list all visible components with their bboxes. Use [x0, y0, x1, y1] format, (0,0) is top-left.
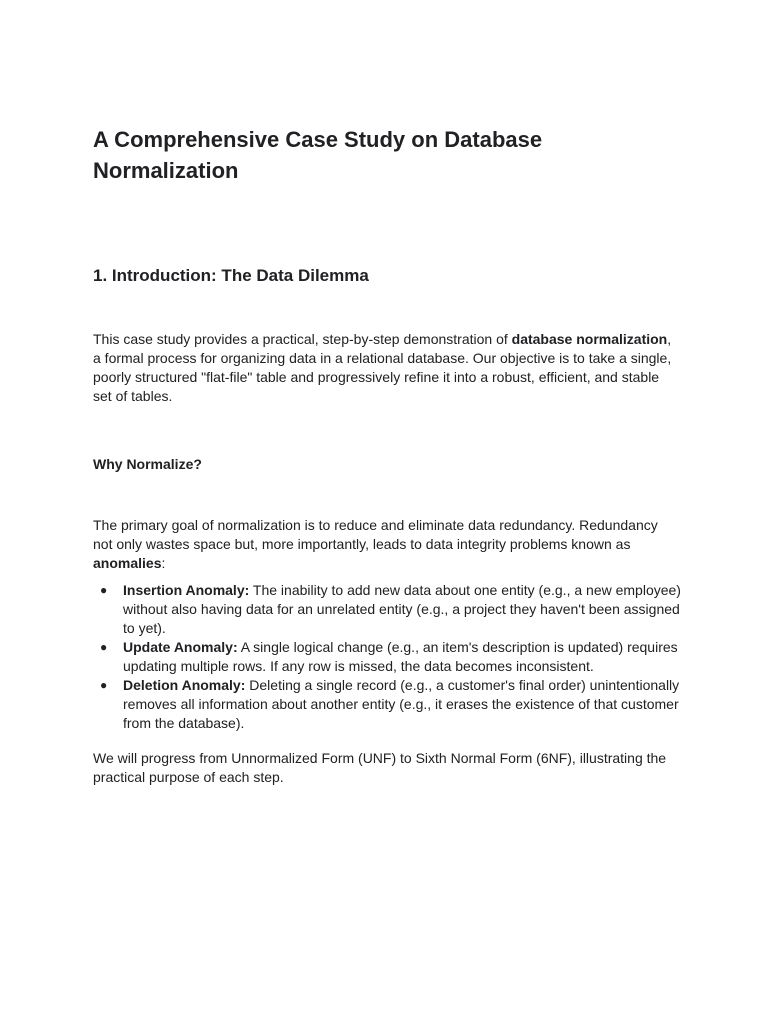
page-title: A Comprehensive Case Study on Database Normalization	[93, 127, 543, 183]
intro-bold-term: database normalization	[511, 331, 668, 347]
intro-text-start: This case study provides a practical, step-by-step demonstration of	[93, 331, 512, 347]
anomaly-description: Deleting a single record (e.g., a customer's final order) unintentionally removes all information about another entity (e.g., it erases the existence of that customer from the database).	[123, 677, 680, 731]
section-heading: 1. Introduction: The Data Dilemma	[93, 266, 369, 285]
goal-paragraph	[93, 516, 678, 573]
list-item	[93, 638, 683, 676]
goal-text-start: The primary goal of normalization is to reduce and eliminate data redundancy. Redundancy not only wastes space but, more importantly, leads to data integrity problems known as	[93, 517, 658, 552]
subsection-heading: Why Normalize?	[93, 456, 202, 472]
bullet-icon: ●	[100, 583, 108, 597]
bullet-icon: ●	[100, 678, 108, 692]
progress-paragraph: We will progress from Unnormalized Form (UNF) to Sixth Normal Form (6NF), illustrating the practical purpose of each step.	[93, 750, 667, 785]
intro-text-end: , a formal process for organizing data in a relational database. Our objective is to take a single, poorly structured "flat-file" table and progressively refine it into a robust, efficient, and stable set of tables.	[93, 331, 672, 404]
anomaly-term: Insertion Anomaly:	[123, 582, 250, 598]
anomaly-term: Update Anomaly:	[123, 639, 238, 655]
anomaly-description: A single logical change (e.g., an item's description is updated) requires updating multiple rows. If any row is missed, the data becomes inconsistent.	[123, 639, 678, 674]
intro-paragraph	[93, 330, 678, 406]
anomaly-description: The inability to add new data about one entity (e.g., a new employee) without also having data for an unrelated entity (e.g., a project they haven't been assigned to yet).	[123, 582, 681, 636]
anomaly-term: Deletion Anomaly:	[123, 677, 246, 693]
list-item	[93, 676, 683, 733]
bullet-icon: ●	[100, 640, 108, 654]
anomaly-list	[93, 581, 683, 733]
list-item	[93, 581, 683, 638]
goal-bold-term: anomalies	[93, 555, 162, 571]
goal-text-end: :	[161, 555, 166, 571]
